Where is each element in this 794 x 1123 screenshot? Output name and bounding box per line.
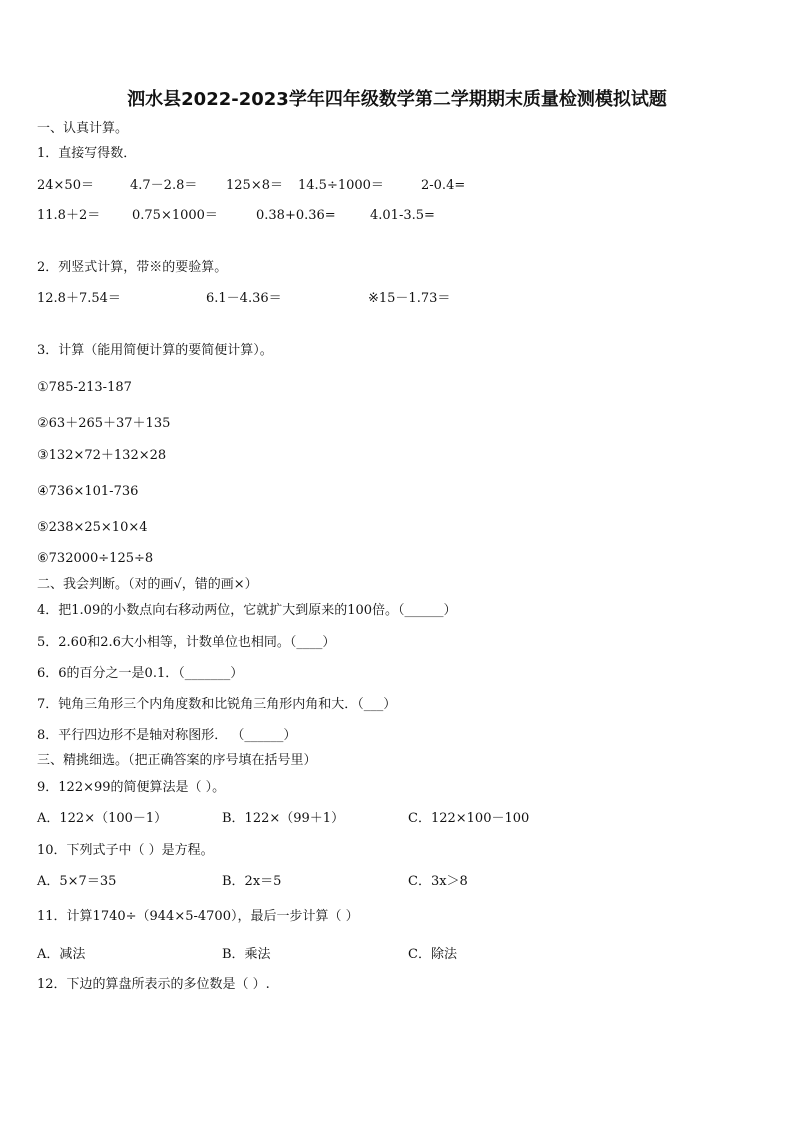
judgement-item: 8．平行四边形不是轴对称图形． （______） (37, 728, 297, 743)
q2-item: 12.8＋7.54＝ (37, 291, 121, 306)
q10-option-b: B．2x＝5 (222, 874, 282, 889)
q10-option-c: C．3x＞8 (408, 874, 468, 889)
q10-option-a: A．5×7＝35 (37, 874, 117, 889)
q1-item: 11.8＋2＝ (37, 208, 101, 223)
q3-item: ⑥732000÷125÷8 (37, 551, 154, 566)
judgement-item: 7．钝角三角形三个内角度数和比锐角三角形内角和大．（___） (37, 697, 397, 712)
q2-item: ※15－1.73＝ (368, 291, 451, 306)
q9-option-c: C．122×100－100 (408, 811, 530, 826)
section-1-heading: 一、认真计算。 (37, 121, 129, 136)
q2-prompt: 2．列竖式计算，带※的要验算。 (37, 260, 228, 275)
judgement-item: 4．把1.09的小数点向右移动两位，它就扩大到原来的100倍。（______） (37, 603, 457, 618)
q1-item: 125×8＝ (226, 178, 283, 193)
q9-option-b: B．122×（99＋1） (222, 811, 345, 826)
q9-option-a: A．122×（100－1） (37, 811, 168, 826)
q11-option-c: C．除法 (408, 947, 457, 962)
q11-option-b: B．乘法 (222, 947, 271, 962)
q3-item: ②63＋265＋37＋135 (37, 416, 171, 431)
judgement-item: 5．2.60和2.6大小相等，计数单位也相同。（____） (37, 635, 336, 650)
q3-item: ④736×101-736 (37, 484, 139, 499)
section-2-heading: 二、我会判断。（对的画√，错的画×） (37, 577, 258, 592)
q1-item: 14.5÷1000＝ (298, 178, 384, 193)
q3-prompt: 3．计算（能用简便计算的要简便计算）。 (37, 343, 273, 358)
q3-item: ③132×72＋132×28 (37, 448, 167, 463)
q9-prompt: 9．122×99的简便算法是（ ）。 (37, 780, 226, 795)
section-3-heading: 三、精挑细选。（把正确答案的序号填在括号里） (37, 753, 317, 768)
q1-item: 4.7－2.8＝ (130, 178, 198, 193)
q3-item: ⑤238×25×10×4 (37, 520, 148, 535)
q11-option-a: A．减法 (37, 947, 86, 962)
q12-prompt: 12．下边的算盘所表示的多位数是（ ）. (37, 977, 270, 992)
q1-item: 0.38+0.36= (256, 208, 336, 223)
q2-item: 6.1－4.36＝ (206, 291, 282, 306)
q1-item: 24×50＝ (37, 178, 94, 193)
page-title: 泗水县2022-2023学年四年级数学第二学期期末质量检测模拟试题 (127, 89, 667, 110)
q1-item: 4.01-3.5= (370, 208, 435, 223)
judgement-item: 6．6的百分之一是0.1．（_______） (37, 666, 244, 681)
q1-prompt: 1．直接写得数． (37, 146, 137, 161)
q1-item: 2-0.4= (421, 178, 466, 193)
q3-item: ①785-213-187 (37, 380, 132, 395)
q11-prompt: 11．计算1740÷（944×5-4700），最后一步计算（ ） (37, 909, 359, 924)
q10-prompt: 10．下列式子中（ ）是方程。 (37, 843, 214, 858)
q1-item: 0.75×1000＝ (132, 208, 218, 223)
